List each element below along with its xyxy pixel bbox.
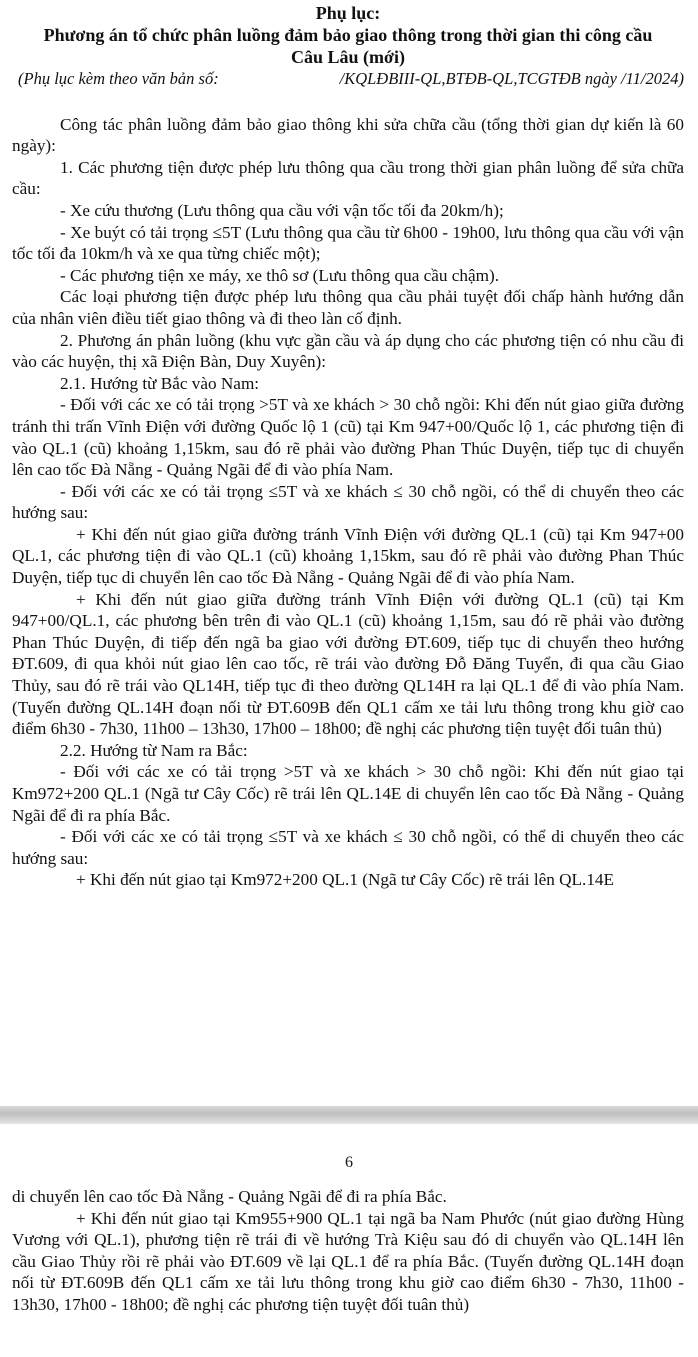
appendix-title: Phụ lục:	[315, 3, 381, 23]
paragraph-section-1: 1. Các phương tiện được phép lưu thông qua cầu trong thời gian phân luồng để sửa chữa cầu:	[12, 157, 684, 199]
appendix-subtitle-line2: Câu Lâu (mới)	[291, 47, 405, 67]
paragraph-continuation: di chuyển lên cao tốc Đà Nẵng - Quảng Ngãi để đi ra phía Bắc.	[12, 1187, 447, 1206]
paragraph-intro: Công tác phân luồng đảm bảo giao thông khi sửa chữa cầu (tổng thời gian dự kiến là 60 ngày):	[12, 114, 684, 156]
paragraph-light-north-south: - Đối với các xe có tải trọng ≤5T và xe khách ≤ 30 chỗ ngồi, có thể di chuyển theo các hướng sau:	[12, 481, 684, 523]
paragraph-route-option-2: + Khi đến nút giao giữa đường tránh Vĩnh Điện với đường QL.1 (cũ) tại Km 947+00/QL.1, các phương bên trên đi vào QL.1 (cũ) khoảng 1,15m, sau đó rẽ phải vào đường Phan Thúc Duyện, đi tiếp đến ngã ba giao với đường ĐT.609, tiếp tục di chuyển theo hướng ĐT.609, đi qua khỏi nút giao lên cao tốc, rẽ trái vào đường Đỗ Đăng Tuyển, đi qua cầu Giao Thủy, sau đó rẽ trái vào QL14H, tiếp tục đi theo đường QL14H ra lại QL.1 để đi vào phía Nam. (Tuyến đường QL.14H đoạn nối từ ĐT.609B đến QL1 cấm xe tải lưu thông trong khu giờ cao điểm 6h30 - 7h30, 11h00 – 13h30, 17h00 – 18h00; đề nghị các phương tiện tuyệt đối tuân thủ)	[12, 589, 684, 739]
paragraph-route-option-1: + Khi đến nút giao giữa đường tránh Vĩnh Điện với đường QL.1 (cũ) tại Km 947+00 QL.1, các phương tiện đi vào QL.1 (cũ) khoảng 1,15km, sau đó rẽ phải vào đường Phan Thúc Duyện, tiếp tục di chuyển lên cao tốc Đà Nẵng - Quảng Ngãi để đi vào phía Nam.	[12, 524, 684, 588]
paragraph-route-south-option-1: + Khi đến nút giao tại Km972+200 QL.1 (Ngã tư Cây Cốc) rẽ trái lên QL.14E	[76, 870, 615, 890]
paragraph-light-south-north: - Đối với các xe có tải trọng ≤5T và xe khách ≤ 30 chỗ ngồi, có thể di chuyển theo các hướng sau:	[12, 827, 684, 868]
paragraph-ambulance: - Xe cứu thương (Lưu thông qua cầu với vận tốc tối đa 20km/h);	[60, 200, 504, 220]
paragraph-bus: - Xe buýt có tải trọng ≤5T (Lưu thông qua cầu từ 6h00 - 19h00, lưu thông qua cầu với vận tốc tối đa 10km/h và xe qua từng chiếc một);	[12, 222, 684, 264]
document-content	[12, 2, 684, 891]
paragraph-route-south-option-2: + Khi đến nút giao tại Km955+900 QL.1 tại ngã ba Nam Phước (nút giao đường Hùng Vương với QL.1), phương tiện rẽ trái đi về hướng Trà Kiệu sau đó di chuyển vào QL.14H lên cầu Giao Thủy rồi rẽ phải vào ĐT.609 về lại QL.1 để ra phía Bắc. (Tuyến đường QL.14H đoạn nối từ ĐT.609B đến QL1 cấm xe tải lưu thông trong khu giờ cao điểm 6h30 - 7h30, 11h00 - 13h30, 17h00 - 18h00; đề nghị các phương tiện tuyệt đối tuân thủ)	[12, 1208, 684, 1314]
paragraph-heavy-north-south: - Đối với các xe có tải trọng >5T và xe khách > 30 chỗ ngồi: Khi đến nút giao giữa đường tránh thi trấn Vĩnh Điện với đường Quốc lộ 1 (cũ) tại Km 947+00/Quốc lộ 1, các phương tiện đi vào QL.1 (cũ) khoảng 1,15km, sau đó rẽ phải vào đường Phan Thúc Duyện, tiếp tục di chuyển lên cao tốc Đà Nẵng - Quảng Ngãi để đi vào phía Nam.	[12, 395, 684, 480]
appendix-subtitle-line1: Phương án tổ chức phân luồng đảm bảo giao thông trong thời gian thi công cầu	[43, 25, 653, 45]
document-content-page-2	[12, 1186, 684, 1316]
reference-note-left: (Phụ lục kèm theo văn bản số:	[18, 69, 219, 88]
page-break-divider	[0, 1106, 698, 1124]
heading-south-to-north: 2.2. Hướng từ Nam ra Bắc:	[60, 740, 248, 760]
paragraph-section-2: 2. Phương án phân luồng (khu vực gần cầu và áp dụng cho các phương tiện có nhu cầu đi vào các huyện, thị xã Điện Bàn, Duy Xuyên):	[12, 330, 684, 372]
heading-north-to-south: 2.1. Hướng từ Bắc vào Nam:	[60, 373, 260, 393]
page-number: 6	[345, 1154, 353, 1171]
reference-note-right: /KQLĐBIII-QL,BTĐB-QL,TCGTĐB ngày /11/2024)	[339, 69, 684, 88]
paragraph-compliance: Các loại phương tiện được phép lưu thông qua cầu phải tuyệt đối chấp hành hướng dẫn của nhân viên điều tiết giao thông và đi theo làn cố định.	[12, 287, 684, 328]
paragraph-heavy-south-north: - Đối với các xe có tải trọng >5T và xe khách > 30 chỗ ngồi: Khi đến nút giao tại Km972+200 QL.1 (Ngã tư Cây Cốc) rẽ trái lên QL.14E di chuyển lên cao tốc Đà Nẵng - Quảng Ngãi để đi ra phía Bắc.	[12, 762, 684, 825]
paragraph-motorbike: - Các phương tiện xe máy, xe thô sơ (Lưu thông qua cầu chậm).	[60, 265, 500, 285]
appendix-reference-note	[18, 68, 684, 90]
document-sheet-2	[0, 1124, 698, 1357]
